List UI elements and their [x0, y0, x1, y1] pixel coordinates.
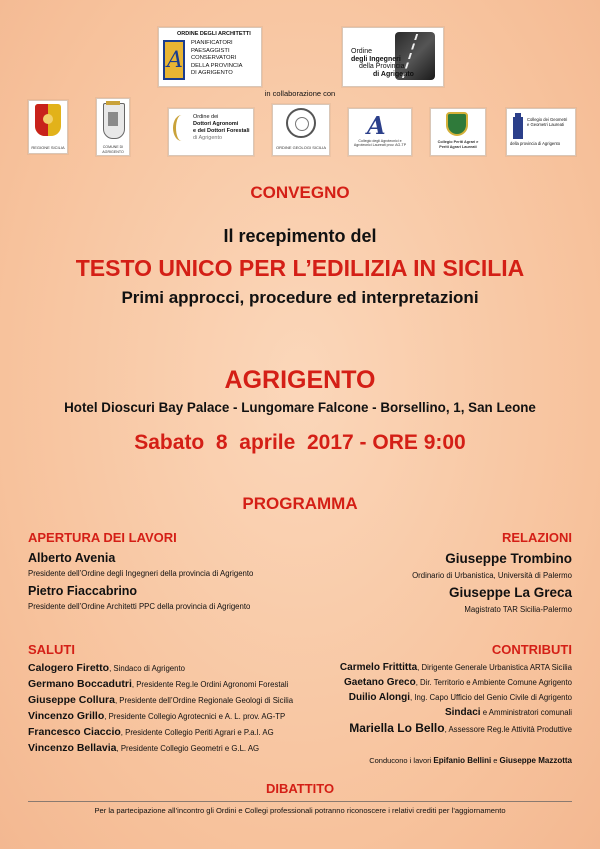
moderators: Conducono i lavori Epifanio Bellini e Giuseppe Mazzotta [369, 756, 572, 765]
intro-text: Il recepimento del [223, 226, 377, 246]
agronomi-line: e dei Dottori Forestali [193, 128, 250, 134]
trinacria-icon [35, 104, 61, 136]
venue: Hotel Dioscuri Bay Palace - Lungomare Falcone - Borsellino, 1, San Leone [64, 400, 536, 415]
coat-of-arms-icon [103, 103, 125, 139]
saluti-item: Calogero Firetto, Sindaco di Agrigento [28, 662, 185, 674]
footer-note: Per la partecipazione all’incontro gli Ordini e Collegi professionali potranno riconoscere i relativi crediti per l’aggiornamento [94, 806, 506, 815]
architetti-line: DI AGRIGENTO [191, 70, 233, 77]
relazioni-heading: RELAZIONI [501, 530, 572, 545]
saluti-item: Germano Boccadutri, Presidente Reg.le Ordini Agronomi Forestali [28, 678, 289, 690]
contributi-heading: CONTRIBUTI [491, 642, 572, 657]
speaker-name: Giuseppe Trombino [445, 551, 572, 566]
apertura-heading: APERTURA DEI LAVORI [28, 530, 177, 545]
programma-heading: PROGRAMMA [242, 494, 358, 513]
saluti-heading: SALUTI [28, 642, 75, 657]
caption: Collegio Periti Agrari e Periti Agrari Laureati [437, 140, 479, 149]
ingegneri-line: Ordine [351, 48, 373, 55]
saluti-item: Giuseppe Collura, Presidente dell’Ordine Regionale Geologi di Sicilia [28, 694, 294, 706]
architetti-line: PAESAGGISTI [191, 47, 230, 54]
geologi-seal-icon [286, 108, 316, 138]
ingegneri-line: di Agrigento [373, 70, 414, 78]
conference-title: TESTO UNICO PER L’EDILIZIA IN SICILIA [75, 255, 525, 281]
convegno-label: CONVEGNO [250, 183, 350, 202]
speaker-name: Pietro Fiaccabrino [28, 584, 138, 598]
agrotecnici-a-icon: A [367, 111, 386, 140]
contributi-item: Carmelo Frittitta, Dirigente Generale Urbanistica ARTA Sicilia [339, 662, 572, 673]
geometri-monument-icon [513, 117, 523, 139]
contributi-item: Gaetano Greco, Dir. Territorio e Ambiente Comune Agrigento [343, 677, 572, 688]
caption: REGIONE SICILIA [31, 145, 65, 150]
architetti-line: DELLA PROVINCIA [191, 62, 243, 69]
saluti-item: Francesco Ciaccio, Presidente Collegio Periti Agrari e P.a.l. AG [28, 726, 274, 738]
logo-ordine-geologi [272, 104, 330, 156]
caption: ORDINE GEOLOGI SICILIA [275, 145, 326, 150]
geometri-line: e Geometri Laureati [527, 122, 565, 128]
architetti-mark-icon: A [163, 40, 185, 80]
ingegneri-line: degli Ingegneri [351, 55, 401, 63]
speaker-role: Presidente dell’Ordine Architetti PPC della provincia di Agrigento [28, 602, 251, 611]
architetti-line: CONSERVATORI [191, 55, 237, 62]
architetti-line: PIANIFICATORI [191, 40, 233, 46]
collaboration-text: in collaborazione con [264, 89, 336, 98]
speaker-name: Alberto Avenia [28, 551, 116, 565]
caption: Collegio degli Agrotecnici e Agrotecnici Laureati prov. AG-TP [353, 139, 407, 148]
agronomi-line: Dottori Agronomi [193, 121, 239, 127]
architetti-title: ORDINE DEGLI ARCHITETTI [177, 31, 251, 37]
logo-regione-sicilia [28, 100, 68, 154]
saluti-item: Vincenzo Grillo, Presidente Collegio Agrotecnici e A. L. prov. AG-TP [28, 710, 286, 722]
conference-subtitle: Primi approcci, procedure ed interpretazioni [121, 288, 479, 307]
periti-agrari-shield-icon [446, 112, 468, 136]
speaker-role: Magistrato TAR Sicilia-Palermo [464, 605, 572, 614]
agronomi-line: Ordine dei [193, 114, 219, 120]
logo-ordine-ingegneri [342, 27, 444, 87]
speaker-role: Ordinario di Urbanistica, Università di Palermo [412, 571, 572, 580]
logo-comune-agrigento [96, 98, 130, 156]
contributi-item: Mariella Lo Bello, Assessore Reg.le Attività Produttive [349, 721, 572, 735]
agronomi-swirl-icon [173, 115, 190, 141]
dibattito-heading: DIBATTITO [265, 781, 335, 796]
saluti-item: Vincenzo Bellavia, Presidente Collegio Geometri e G.L. AG [28, 742, 260, 754]
city: AGRIGENTO [224, 366, 376, 394]
event-date: Sabato 8 aprile 2017 - ORE 9:00 [134, 431, 466, 454]
agronomi-line: di Agrigento [193, 135, 223, 141]
logo-periti-agrari [430, 108, 486, 156]
logo-geometri [506, 108, 576, 156]
ingegneri-line: della Provincia [359, 63, 405, 71]
logo-agrotecnici [348, 108, 412, 156]
caption: COMUNE DI AGRIGENTO [102, 145, 124, 154]
speaker-role: Presidente dell’Ordine degli Ingegneri della provincia di Agrigento [28, 569, 254, 578]
footer-divider [28, 801, 572, 802]
speaker-name: Giuseppe La Greca [448, 585, 572, 600]
contributi-item: Sindaci e Amministratori comunali [444, 707, 572, 718]
contributi-item: Duilio Alongi, Ing. Capo Ufficio del Genio Civile di Agrigento [348, 692, 572, 703]
geometri-line: della provincia di Agrigento [510, 141, 561, 146]
logo-ordine-architetti [158, 27, 262, 87]
logo-dottori-agronomi [168, 108, 254, 156]
geometri-line: Collegio dei Geometri [527, 117, 568, 122]
